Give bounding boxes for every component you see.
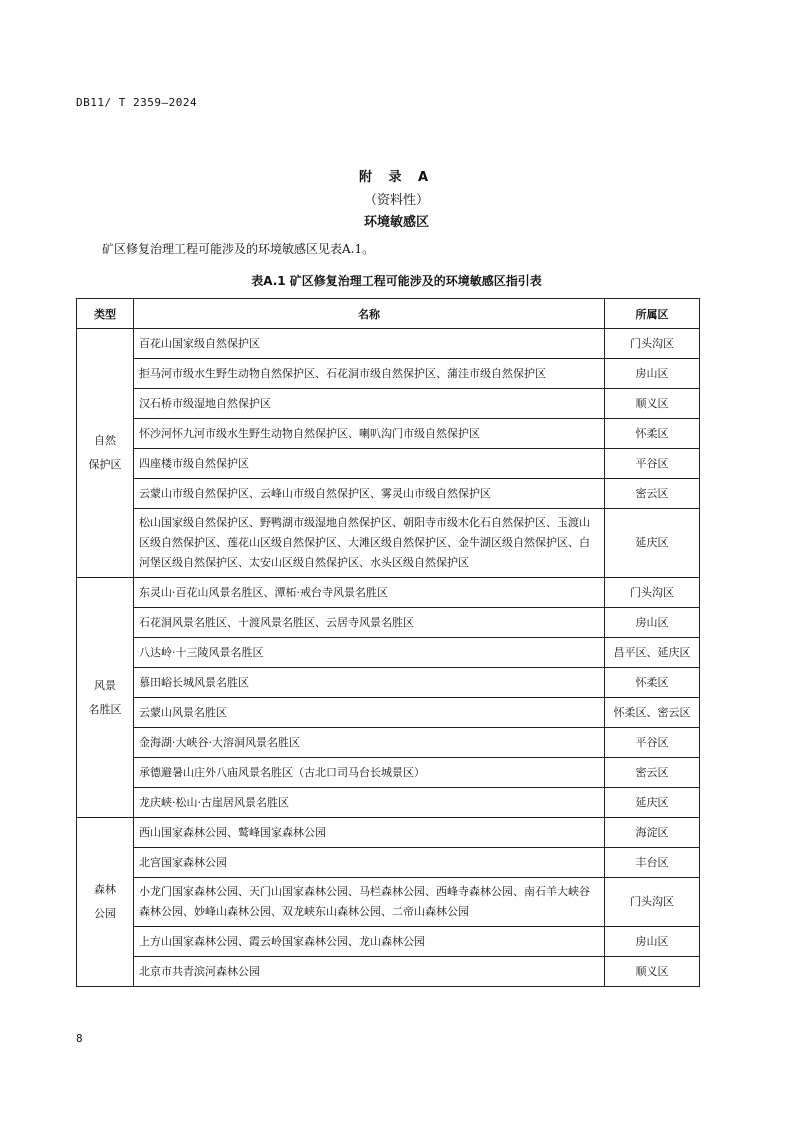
name-cell: 汉石桥市级湿地自然保护区: [134, 389, 605, 419]
name-cell: 石花洞风景名胜区、十渡风景名胜区、云居寺风景名胜区: [134, 608, 605, 638]
table-row: [77, 957, 700, 987]
name-cell: 云蒙山风景名胜区: [134, 698, 605, 728]
table-row: [77, 479, 700, 509]
name-cell: 拒马河市级水生野生动物自然保护区、石花洞市级自然保护区、蒲洼市级自然保护区: [134, 359, 605, 389]
appendix-title: 附 录 A: [358, 170, 435, 185]
category-label: 公园: [94, 907, 116, 920]
category-label: 名胜区: [88, 702, 122, 716]
table-row: [77, 419, 700, 449]
district-cell: 顺义区: [605, 389, 700, 419]
name-cell: 北京市共青滨河森林公园: [134, 957, 605, 987]
column-header-type: 类型: [77, 299, 134, 329]
district-cell: 顺义区: [605, 957, 700, 987]
district-cell: 昌平区、延庆区: [605, 638, 700, 668]
name-cell: 怀沙河怀九河市级水生野生动物自然保护区、喇叭沟门市级自然保护区: [134, 419, 605, 449]
appendix-nature: （资料性）: [363, 193, 429, 208]
district-cell: 房山区: [605, 608, 700, 638]
name-cell: 小龙门国家森林公园、天门山国家森林公园、马栏森林公园、西峰寺森林公园、南石羊大峡谷森林公园、妙峰山森林公园、双龙峡东山森林公园、二帝山森林公园: [134, 878, 605, 927]
table-row: [77, 608, 700, 638]
table-row: [77, 698, 700, 728]
name-cell: 八达岭·十三陵风景名胜区: [134, 638, 605, 668]
name-cell: 承德避暑山庄外八庙风景名胜区（古北口司马台长城景区）: [134, 758, 605, 788]
district-cell: 延庆区: [605, 788, 700, 818]
table-row: [77, 788, 700, 818]
category-label: 保护区: [88, 458, 122, 471]
table-caption: 表A.1 矿区修复治理工程可能涉及的环境敏感区指引表: [251, 274, 542, 288]
category-cell: [77, 578, 134, 818]
name-cell: 东灵山·百花山风景名胜区、潭柘·戒台寺风景名胜区: [134, 578, 605, 608]
category-label: 自然: [94, 434, 116, 447]
table-row: [77, 818, 700, 848]
table-row: [77, 758, 700, 788]
district-cell: 门头沟区: [605, 329, 700, 359]
district-cell: 门头沟区: [605, 578, 700, 608]
category-cell: [77, 818, 134, 987]
name-cell: 西山国家森林公园、鹫峰国家森林公园: [134, 818, 605, 848]
table-row: [77, 509, 700, 578]
name-cell: 四座楼市级自然保护区: [134, 449, 605, 479]
district-cell: 海淀区: [605, 818, 700, 848]
name-cell: 金海湖·大峡谷·大溶洞风景名胜区: [134, 728, 605, 758]
table-row: [77, 329, 700, 359]
district-cell: 平谷区: [605, 728, 700, 758]
district-cell: 密云区: [605, 758, 700, 788]
table-header-row: [77, 299, 700, 329]
district-cell: 密云区: [605, 479, 700, 509]
column-header-name: 名称: [134, 299, 605, 329]
name-cell: 松山国家级自然保护区、野鸭湖市级湿地自然保护区、朝阳寺市级木化石自然保护区、玉渡山区级自然保护区、莲花山区级自然保护区、大滩区级自然保护区、金牛湖区级自然保护区、白河堡区级自然保护区、太安山区级自然保护区、水头区级自然保护区: [134, 509, 605, 578]
table-row: [77, 668, 700, 698]
category-label: 风景: [94, 678, 116, 692]
table-row: [77, 449, 700, 479]
district-cell: 丰台区: [605, 848, 700, 878]
district-cell: 怀柔区: [605, 668, 700, 698]
category-cell: [77, 329, 134, 578]
name-cell: 龙庆峡·松山·古崖居风景名胜区: [134, 788, 605, 818]
sensitive-area-table: [76, 298, 700, 987]
table-row: [77, 848, 700, 878]
name-cell: 北宫国家森林公园: [134, 848, 605, 878]
district-cell: 平谷区: [605, 449, 700, 479]
table-row: [77, 728, 700, 758]
table-row: [77, 638, 700, 668]
standard-number: DB11/ T 2359—2024: [76, 96, 198, 109]
intro-paragraph: 矿区修复治理工程可能涉及的环境敏感区见表A.1。: [102, 242, 375, 256]
name-cell: 百花山国家级自然保护区: [134, 329, 605, 359]
table-row: [77, 359, 700, 389]
column-header-district: 所属区: [605, 299, 700, 329]
district-cell: 门头沟区: [605, 878, 700, 927]
name-cell: 云蒙山市级自然保护区、云峰山市级自然保护区、雾灵山市级自然保护区: [134, 479, 605, 509]
name-cell: 慕田峪长城风景名胜区: [134, 668, 605, 698]
district-cell: 延庆区: [605, 509, 700, 578]
table-row: [77, 927, 700, 957]
district-cell: 怀柔区、密云区: [605, 698, 700, 728]
page-number: 8: [76, 1032, 83, 1045]
district-cell: 怀柔区: [605, 419, 700, 449]
name-cell: 上方山国家森林公园、霞云岭国家森林公园、龙山森林公园: [134, 927, 605, 957]
table-row: [77, 578, 700, 608]
district-cell: 房山区: [605, 927, 700, 957]
table-row: [77, 878, 700, 927]
table-row: [77, 389, 700, 419]
district-cell: 房山区: [605, 359, 700, 389]
appendix-subject: 环境敏感区: [363, 215, 429, 230]
category-label: 森林: [94, 883, 116, 896]
